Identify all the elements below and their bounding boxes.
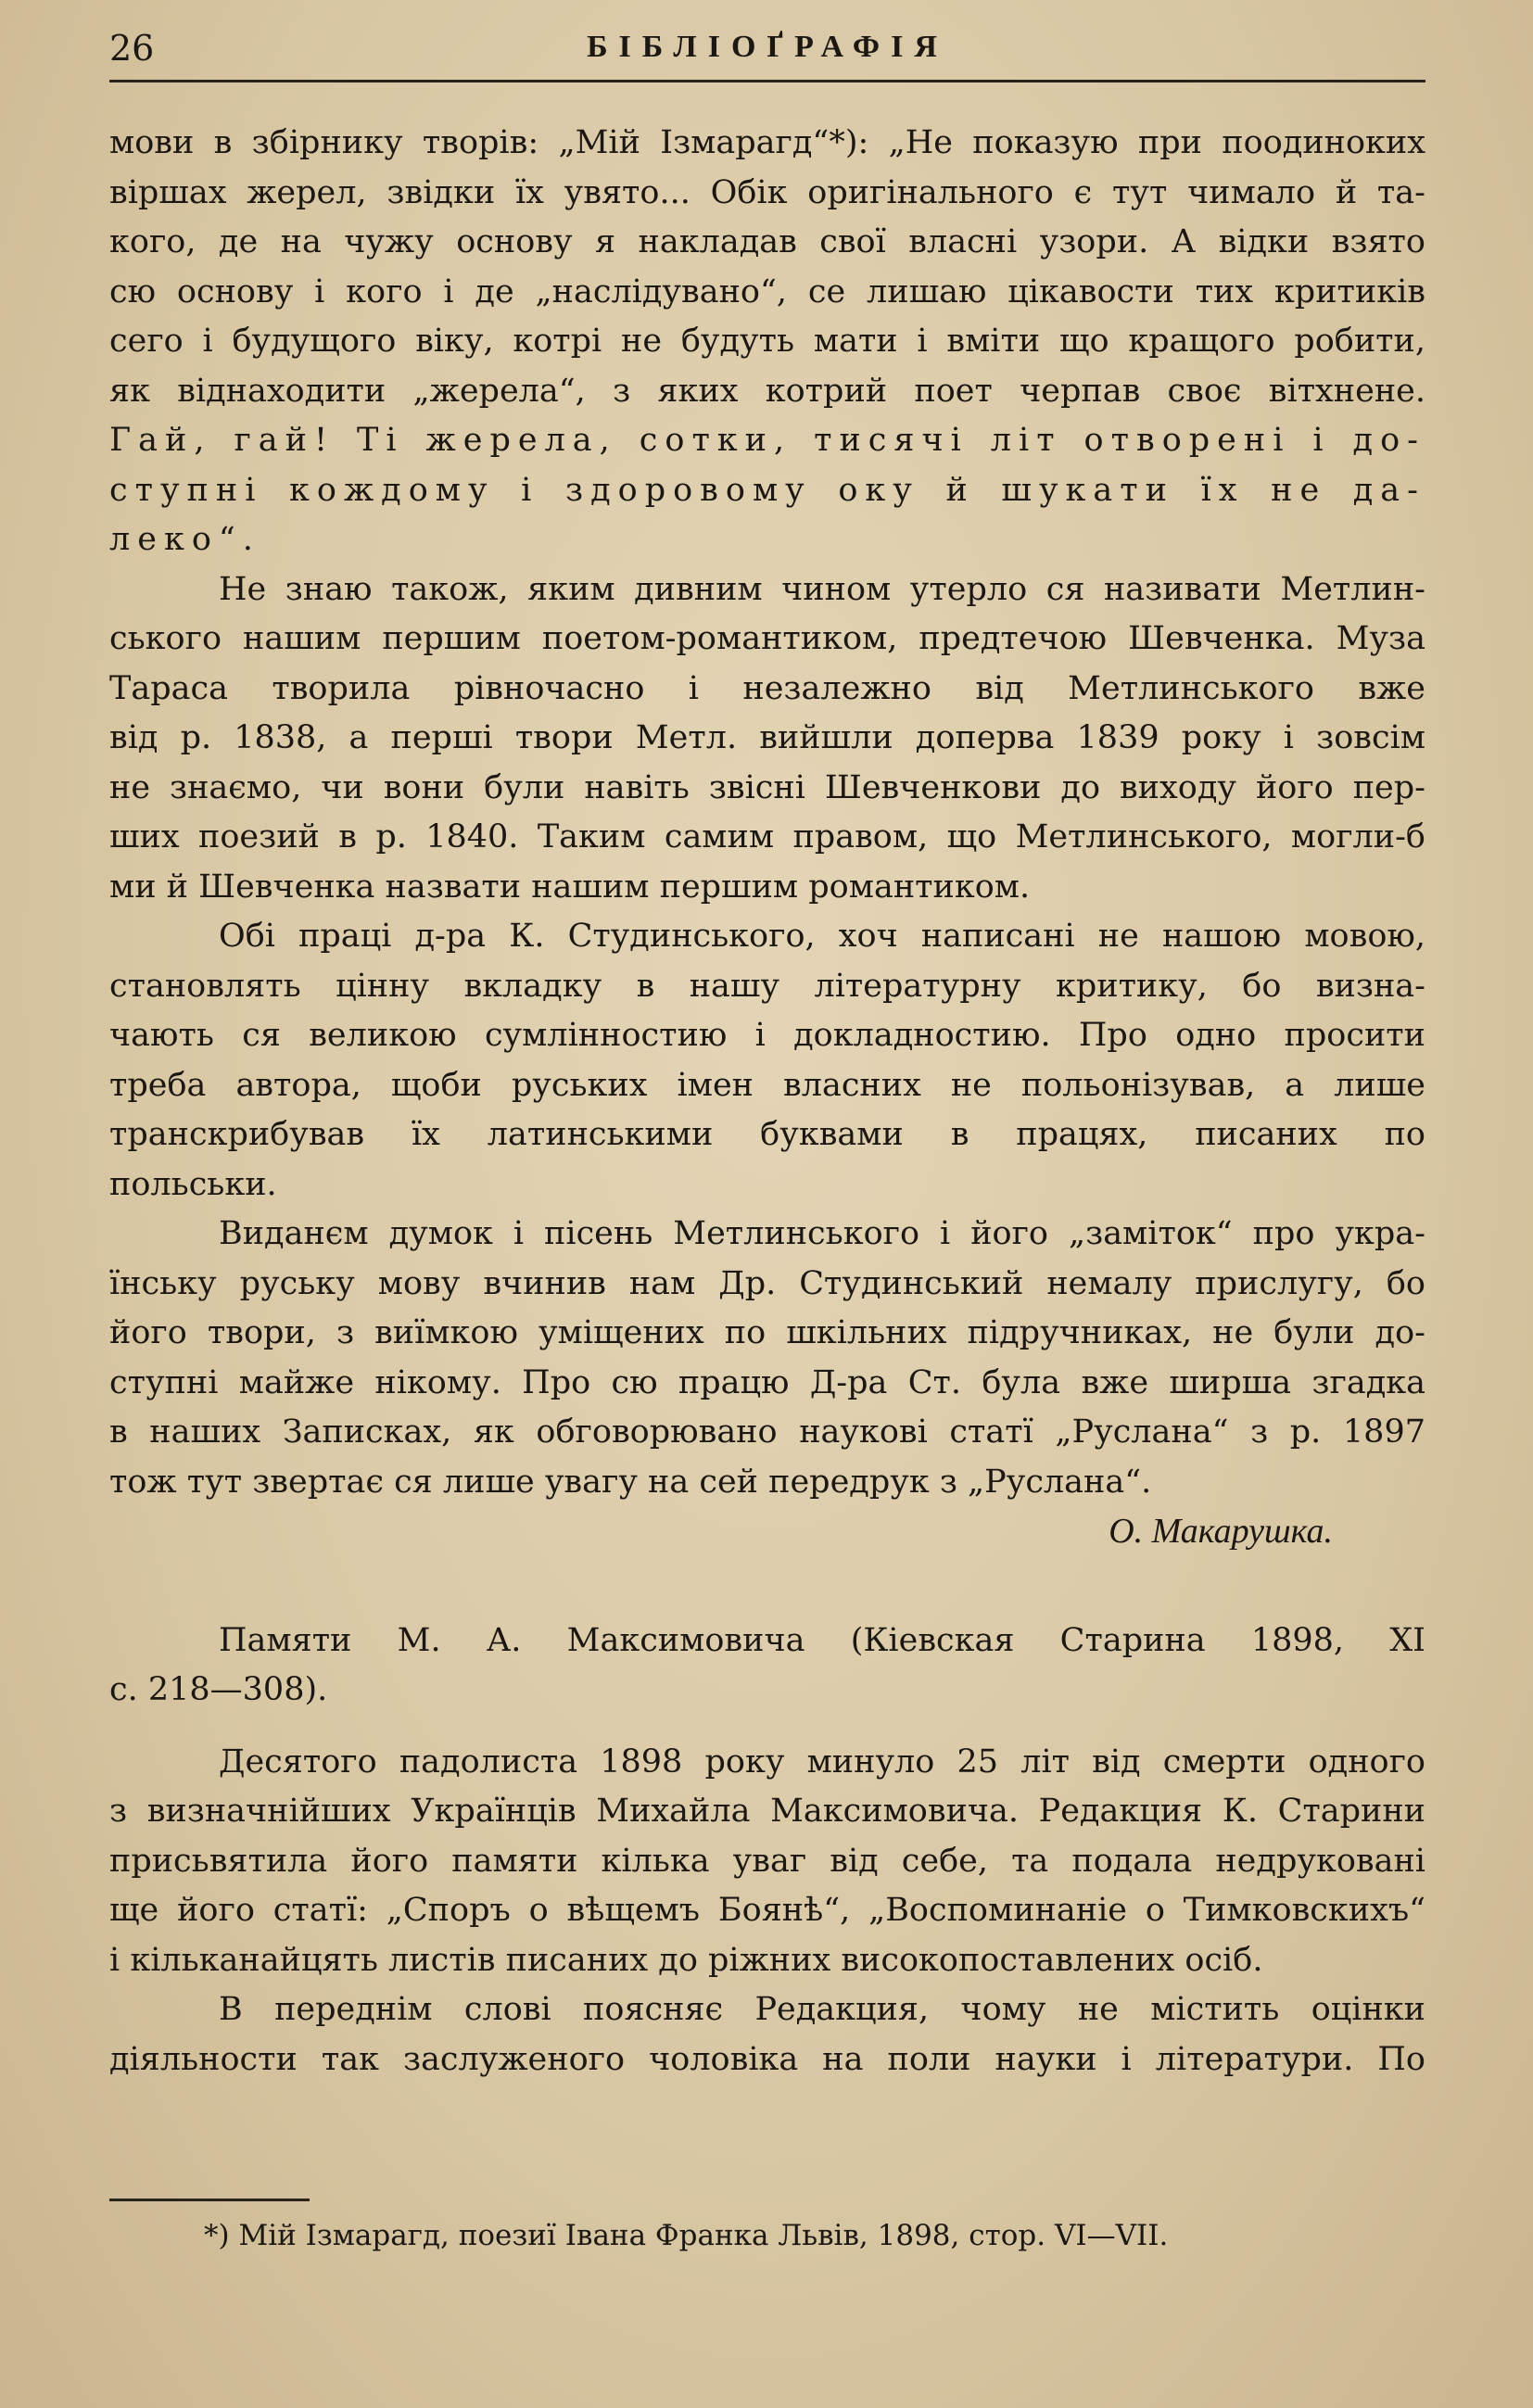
footnote: *) Мій Ізмарагд, поезиї Івана Франка Львів, 1898, стор. VI—VII. bbox=[204, 2219, 1169, 2252]
text-line: сего і будущого віку, котрі не будуть мати і вміти що кращого робити, bbox=[109, 323, 1425, 360]
text-line: ще його статї: „Споръ о вѣщемъ Боянѣ“, „Воспоминаніе о Тимковскихъ“ bbox=[109, 1892, 1425, 1929]
text-line: становлять цінну вкладку в нашу літературну критику, бо визна- bbox=[109, 967, 1425, 1005]
text-line: транскрибував їх латинськими буквами в працях, писаних по bbox=[109, 1116, 1425, 1153]
text-line: його твори, з виїмкою уміщених по шкільних підручниках, не були до- bbox=[109, 1314, 1425, 1351]
text-line: Не знаю також, яким дивним чином утерло ся називати Метлин- bbox=[219, 570, 1425, 608]
text-line: Виданєм думок і пісень Метлинського і його „заміток“ про укра- bbox=[219, 1215, 1425, 1252]
section-gap bbox=[109, 1716, 1425, 1738]
text-line: в наших Записках, як обговорювано наукові статї „Руслана“ з р. 1897 bbox=[109, 1413, 1425, 1451]
footnote-rule bbox=[109, 2199, 310, 2201]
text-line: польськи. bbox=[109, 1165, 277, 1203]
body-text bbox=[109, 119, 1425, 2085]
text-line: ського нашим першим поетом-романтиком, предтечою Шевченка. Муза bbox=[109, 620, 1425, 657]
text-line: з визначнійших Українців Михайла Максимовича. Редакция К. Старини bbox=[109, 1793, 1425, 1830]
text-line: леко“. bbox=[109, 521, 260, 558]
text-line: В переднім слові поясняє Редакция, чому не містить оцінки bbox=[219, 1991, 1425, 2028]
text-line: треба автора, щоби руських імен власних не польонізував, а лише bbox=[109, 1066, 1425, 1104]
text-line: ступні майже нікому. Про сю працю Д-ра Ст. була вже ширша згадка bbox=[109, 1363, 1425, 1401]
text-line: Тараса творила рівночасно і незалежно від Метлинського вже bbox=[109, 669, 1425, 707]
page-header bbox=[109, 20, 1425, 76]
text-line: їнську руську мову вчинив нам Др. Студинський немалу прислугу, бо bbox=[109, 1264, 1425, 1302]
text-line: тож тут звертає ся лише увагу на сей передрук з „Руслана“. bbox=[109, 1463, 1152, 1501]
entry-title-line: с. 218—308). bbox=[109, 1671, 328, 1708]
text-line: Гай, гай! Ті жерела, сотки, тисячі літ отворені і до- bbox=[109, 422, 1425, 459]
text-line: мови в збірнику творів: „Мій Ізмарагд“*): „Не показую при поодиноких bbox=[109, 124, 1425, 161]
text-line: Десятого падолиста 1898 року минуло 25 літ від смерти одного bbox=[219, 1743, 1425, 1781]
running-title: БІБЛІОҐРАФІЯ bbox=[587, 30, 948, 64]
entry-title-line: Памяти М. А. Максимовича (Кіевская Старина 1898, XI bbox=[219, 1621, 1425, 1659]
page-number: 26 bbox=[109, 28, 155, 69]
text-line: Обі праці д-ра К. Студинського, хоч написані не нашою мовою, bbox=[219, 918, 1425, 955]
text-line: чають ся великою сумлінностию і докладностию. Про одно просити bbox=[109, 1017, 1425, 1054]
section-gap bbox=[109, 1557, 1425, 1616]
text-line: кого, де на чужу основу я накладав свої власні узори. А відки взято bbox=[109, 223, 1425, 260]
text-line: ми й Шевченка назвати нашим першим романтиком. bbox=[109, 868, 1031, 906]
text-line: сю основу і кого і де „наслідувано“, се лишаю цікавости тих критиків bbox=[109, 272, 1425, 311]
text-line: ших поезий в р. 1840. Таким самим правом, що Метлинського, могли-б bbox=[109, 818, 1425, 855]
author-signature: О. Макарушка. bbox=[1109, 1512, 1333, 1551]
text-line: як віднаходити „жерела“, з яких котрий поет черпав своє вітхнене. bbox=[109, 372, 1425, 410]
text-line: присьвятила його памяти кілька уваг від себе, та подала недруковані bbox=[109, 1842, 1425, 1880]
text-line: діяльности так заслуженого чоловіка на поли науки і літератури. По bbox=[109, 2040, 1425, 2078]
header-rule bbox=[109, 80, 1425, 82]
text-line: віршах жерел, звідки їх увято... Обік оригінального є тут чимало й та- bbox=[109, 173, 1425, 211]
text-line: не знаємо, чи вони були навіть звісні Шевченкови до виходу його пер- bbox=[109, 768, 1425, 806]
text-line: і кільканайцять листів писаних до ріжних високопоставлених осіб. bbox=[109, 1941, 1263, 1979]
text-line: від р. 1838, а перші твори Метл. вийшли доперва 1839 року і зовсім bbox=[109, 719, 1425, 756]
text-line: ступні кождому і здоровому оку й шукати їх не да- bbox=[109, 471, 1425, 509]
